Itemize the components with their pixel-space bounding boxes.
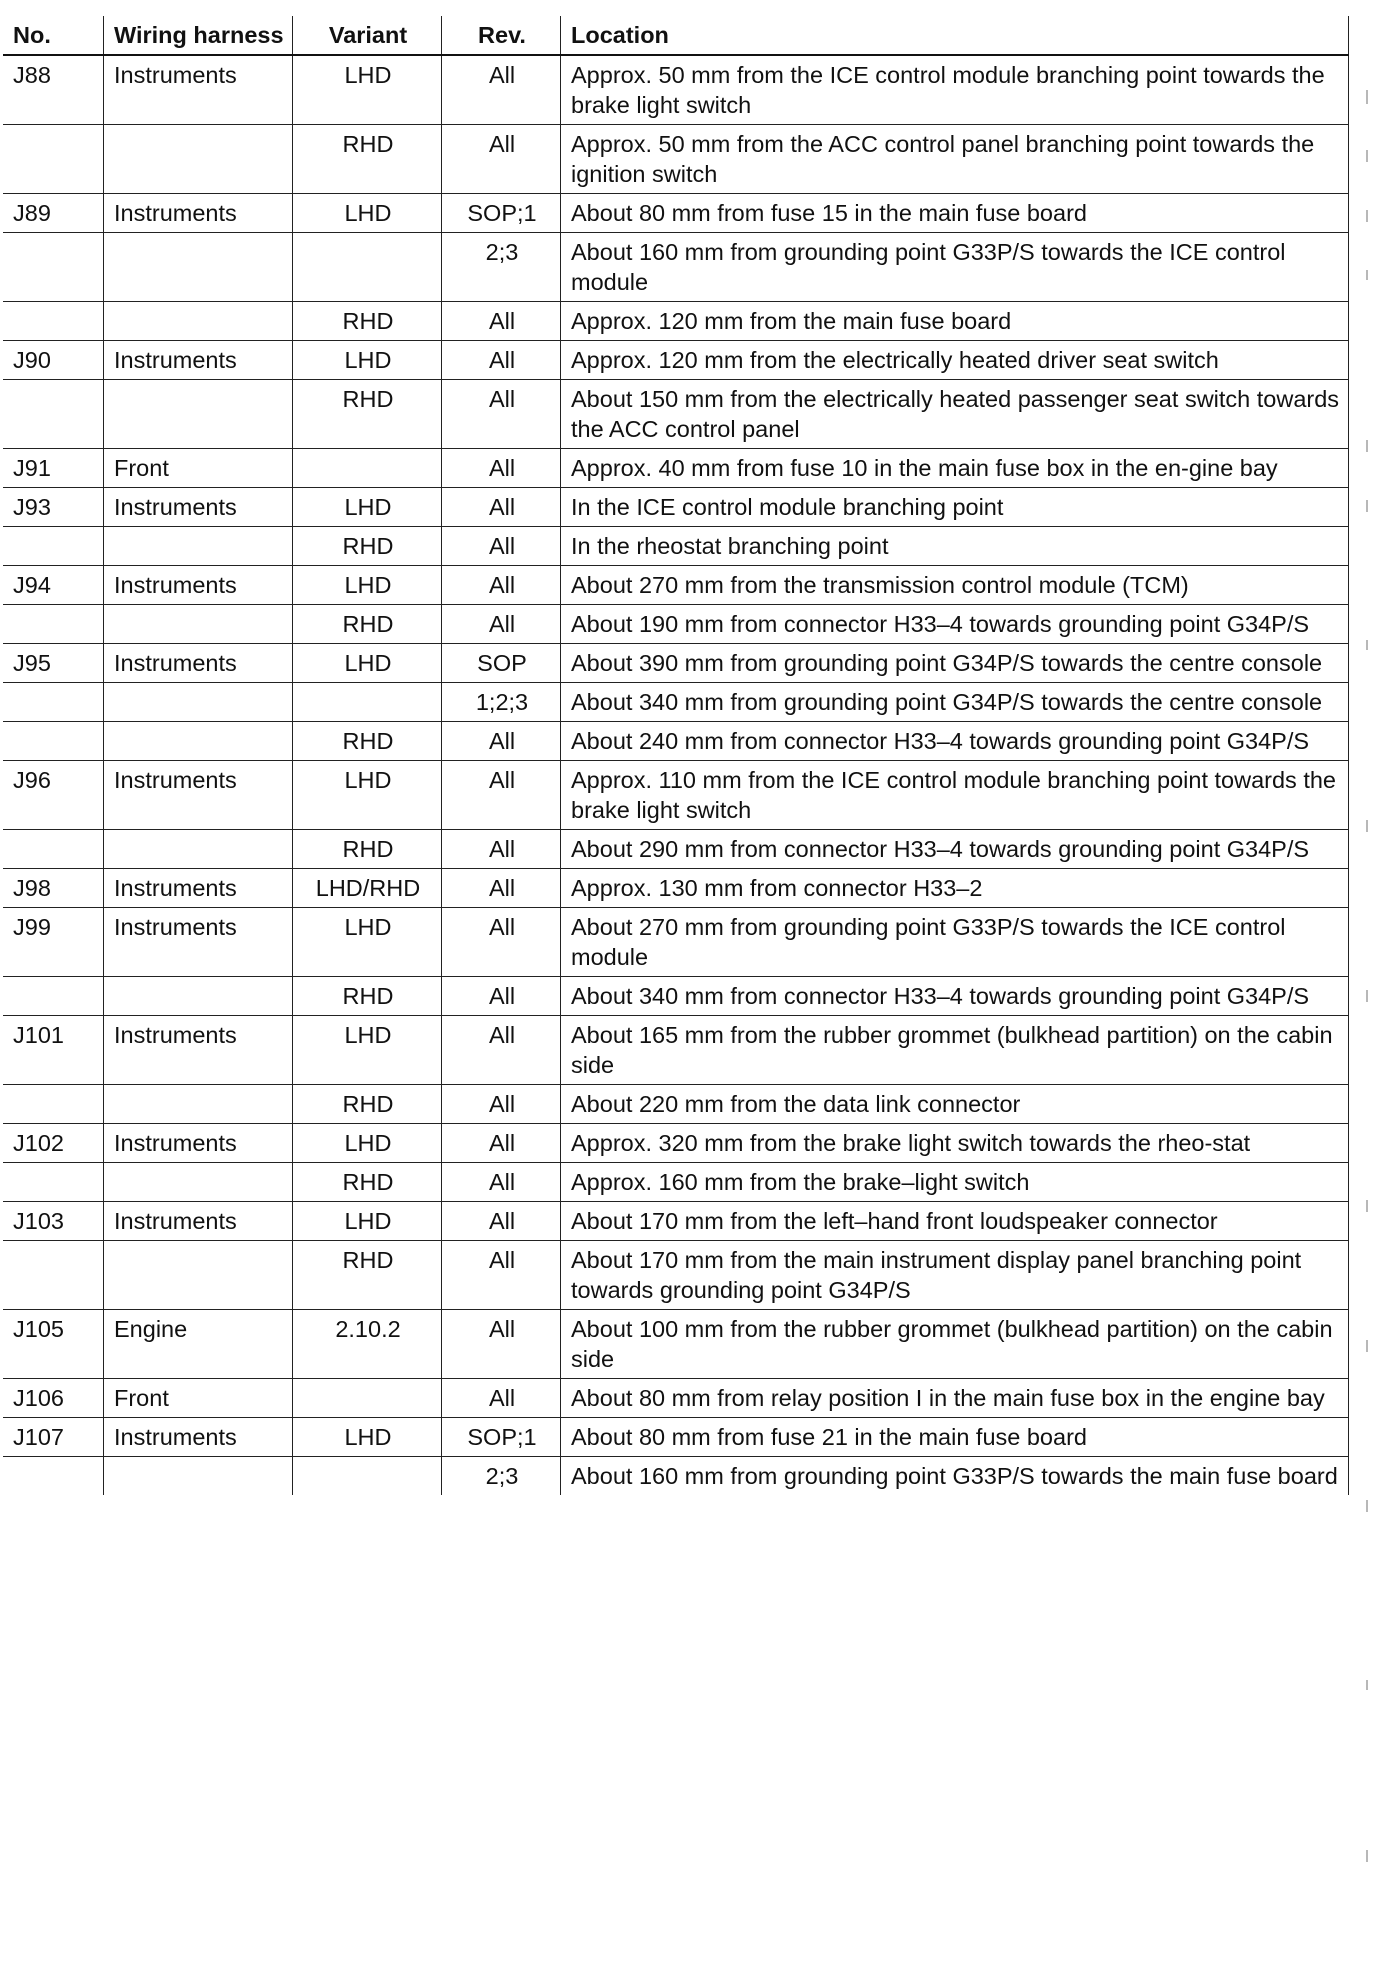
cell-no — [3, 380, 104, 449]
cell-rev: 2;3 — [442, 233, 561, 302]
table-row — [3, 55, 1349, 125]
cell-no: J98 — [3, 869, 104, 908]
header-wiring-harness: Wiring harness — [104, 16, 293, 55]
cell-rev: All — [442, 1085, 561, 1124]
cell-rev: All — [442, 55, 561, 125]
cell-location: About 290 mm from connector H33–4 towards grounding point G34P/S — [561, 830, 1349, 869]
cell-rev: SOP — [442, 644, 561, 683]
cell-location: About 270 mm from grounding point G33P/S towards the ICE control module — [561, 908, 1349, 977]
table-row — [3, 380, 1349, 449]
cell-location: In the rheostat branching point — [561, 527, 1349, 566]
table-row — [3, 1163, 1349, 1202]
cell-rev: All — [442, 908, 561, 977]
cell-variant — [293, 233, 442, 302]
table-row — [3, 908, 1349, 977]
cell-variant: LHD — [293, 1418, 442, 1457]
cell-wiring-harness: Instruments — [104, 1202, 293, 1241]
cell-location: In the ICE control module branching point — [561, 488, 1349, 527]
cell-variant: LHD — [293, 194, 442, 233]
cell-location: Approx. 160 mm from the brake–light switch — [561, 1163, 1349, 1202]
cell-wiring-harness: Instruments — [104, 566, 293, 605]
table-row — [3, 1202, 1349, 1241]
cell-location: About 170 mm from the main instrument display panel branching point towards grounding point G34P/S — [561, 1241, 1349, 1310]
cell-location: About 80 mm from fuse 15 in the main fuse board — [561, 194, 1349, 233]
cell-no — [3, 1457, 104, 1496]
cell-no: J88 — [3, 55, 104, 125]
cell-rev: All — [442, 1379, 561, 1418]
cell-no — [3, 1085, 104, 1124]
cell-rev: All — [442, 302, 561, 341]
cell-no: J99 — [3, 908, 104, 977]
cell-wiring-harness — [104, 1457, 293, 1496]
cell-variant — [293, 1379, 442, 1418]
cell-wiring-harness: Instruments — [104, 194, 293, 233]
header-location: Location — [561, 16, 1349, 55]
cell-wiring-harness: Instruments — [104, 55, 293, 125]
cell-location: About 270 mm from the transmission control module (TCM) — [561, 566, 1349, 605]
cell-variant: RHD — [293, 125, 442, 194]
cell-wiring-harness: Front — [104, 1379, 293, 1418]
cell-rev: All — [442, 1016, 561, 1085]
table-row — [3, 233, 1349, 302]
cell-rev: All — [442, 341, 561, 380]
table-row — [3, 566, 1349, 605]
cell-rev: All — [442, 977, 561, 1016]
cell-variant: LHD — [293, 488, 442, 527]
cell-no: J107 — [3, 1418, 104, 1457]
cell-variant: RHD — [293, 977, 442, 1016]
cell-wiring-harness — [104, 527, 293, 566]
cell-rev: All — [442, 380, 561, 449]
cell-variant: RHD — [293, 830, 442, 869]
cell-rev: All — [442, 566, 561, 605]
cell-variant: LHD — [293, 566, 442, 605]
table-row — [3, 722, 1349, 761]
cell-wiring-harness: Instruments — [104, 341, 293, 380]
cell-wiring-harness: Instruments — [104, 761, 293, 830]
cell-rev: SOP;1 — [442, 194, 561, 233]
cell-wiring-harness: Instruments — [104, 1016, 293, 1085]
cell-no: J96 — [3, 761, 104, 830]
page-edge-marks — [1364, 0, 1370, 1978]
cell-variant: RHD — [293, 380, 442, 449]
cell-rev: All — [442, 488, 561, 527]
cell-variant — [293, 1457, 442, 1496]
cell-wiring-harness: Instruments — [104, 488, 293, 527]
cell-variant: LHD — [293, 1016, 442, 1085]
cell-location: Approx. 120 mm from the main fuse board — [561, 302, 1349, 341]
cell-no: J93 — [3, 488, 104, 527]
cell-rev: All — [442, 1163, 561, 1202]
table-row — [3, 1016, 1349, 1085]
table-row — [3, 1310, 1349, 1379]
cell-variant: 2.10.2 — [293, 1310, 442, 1379]
cell-variant: LHD — [293, 644, 442, 683]
cell-no — [3, 977, 104, 1016]
cell-location: Approx. 120 mm from the electrically heated driver seat switch — [561, 341, 1349, 380]
cell-wiring-harness — [104, 302, 293, 341]
cell-wiring-harness — [104, 1163, 293, 1202]
cell-location: Approx. 320 mm from the brake light switch towards the rheo-stat — [561, 1124, 1349, 1163]
cell-variant: RHD — [293, 1163, 442, 1202]
table-row — [3, 1418, 1349, 1457]
cell-location: About 80 mm from relay position I in the main fuse box in the engine bay — [561, 1379, 1349, 1418]
cell-location: About 190 mm from connector H33–4 towards grounding point G34P/S — [561, 605, 1349, 644]
cell-rev: All — [442, 722, 561, 761]
cell-location: Approx. 130 mm from connector H33–2 — [561, 869, 1349, 908]
cell-rev: All — [442, 1202, 561, 1241]
cell-rev: All — [442, 1241, 561, 1310]
header-variant: Variant — [293, 16, 442, 55]
cell-variant: RHD — [293, 1085, 442, 1124]
cell-wiring-harness — [104, 380, 293, 449]
cell-location: About 80 mm from fuse 21 in the main fuse board — [561, 1418, 1349, 1457]
cell-variant: LHD — [293, 55, 442, 125]
cell-wiring-harness — [104, 977, 293, 1016]
table-row — [3, 302, 1349, 341]
cell-no — [3, 125, 104, 194]
table-row — [3, 869, 1349, 908]
cell-rev: 1;2;3 — [442, 683, 561, 722]
cell-rev: All — [442, 1124, 561, 1163]
header-rev: Rev. — [442, 16, 561, 55]
cell-location: Approx. 40 mm from fuse 10 in the main fuse box in the en-gine bay — [561, 449, 1349, 488]
cell-rev: All — [442, 830, 561, 869]
cell-location: About 240 mm from connector H33–4 towards grounding point G34P/S — [561, 722, 1349, 761]
cell-no — [3, 830, 104, 869]
cell-wiring-harness: Instruments — [104, 1418, 293, 1457]
table-row — [3, 449, 1349, 488]
cell-wiring-harness — [104, 233, 293, 302]
cell-wiring-harness — [104, 125, 293, 194]
table-row — [3, 341, 1349, 380]
cell-location: Approx. 50 mm from the ICE control module branching point towards the brake light switch — [561, 55, 1349, 125]
cell-no — [3, 302, 104, 341]
cell-wiring-harness: Instruments — [104, 908, 293, 977]
table-header-row — [3, 16, 1349, 55]
table-row — [3, 683, 1349, 722]
table-row — [3, 977, 1349, 1016]
cell-rev: All — [442, 449, 561, 488]
cell-rev: All — [442, 869, 561, 908]
cell-wiring-harness: Engine — [104, 1310, 293, 1379]
cell-location: About 340 mm from grounding point G34P/S towards the centre console — [561, 683, 1349, 722]
cell-rev: All — [442, 761, 561, 830]
cell-variant: LHD — [293, 341, 442, 380]
cell-variant: LHD — [293, 1124, 442, 1163]
cell-no — [3, 527, 104, 566]
cell-location: About 340 mm from connector H33–4 towards grounding point G34P/S — [561, 977, 1349, 1016]
cell-variant: LHD/RHD — [293, 869, 442, 908]
cell-location: About 220 mm from the data link connector — [561, 1085, 1349, 1124]
table-row — [3, 761, 1349, 830]
table-row — [3, 527, 1349, 566]
table-row — [3, 1085, 1349, 1124]
table-row — [3, 644, 1349, 683]
header-no: No. — [3, 16, 104, 55]
cell-rev: All — [442, 125, 561, 194]
cell-no — [3, 683, 104, 722]
cell-wiring-harness — [104, 605, 293, 644]
cell-wiring-harness — [104, 722, 293, 761]
cell-location: Approx. 110 mm from the ICE control module branching point towards the brake light switch — [561, 761, 1349, 830]
cell-no — [3, 233, 104, 302]
cell-no: J105 — [3, 1310, 104, 1379]
cell-no: J89 — [3, 194, 104, 233]
table-row — [3, 605, 1349, 644]
table-row — [3, 1457, 1349, 1496]
cell-variant: LHD — [293, 761, 442, 830]
cell-rev: SOP;1 — [442, 1418, 561, 1457]
cell-rev: All — [442, 1310, 561, 1379]
cell-wiring-harness — [104, 683, 293, 722]
cell-rev: All — [442, 605, 561, 644]
cell-no: J91 — [3, 449, 104, 488]
cell-no — [3, 722, 104, 761]
cell-no: J102 — [3, 1124, 104, 1163]
cell-wiring-harness — [104, 830, 293, 869]
table-row — [3, 1124, 1349, 1163]
cell-variant: LHD — [293, 908, 442, 977]
cell-no: J103 — [3, 1202, 104, 1241]
table-row — [3, 830, 1349, 869]
cell-variant: RHD — [293, 722, 442, 761]
cell-no: J90 — [3, 341, 104, 380]
cell-rev: 2;3 — [442, 1457, 561, 1496]
cell-variant: RHD — [293, 527, 442, 566]
cell-location: About 170 mm from the left–hand front loudspeaker connector — [561, 1202, 1349, 1241]
cell-location: Approx. 50 mm from the ACC control panel branching point towards the ignition switch — [561, 125, 1349, 194]
cell-location: About 150 mm from the electrically heated passenger seat switch towards the ACC control panel — [561, 380, 1349, 449]
cell-variant: LHD — [293, 1202, 442, 1241]
table-row — [3, 125, 1349, 194]
cell-wiring-harness — [104, 1241, 293, 1310]
cell-variant — [293, 683, 442, 722]
cell-rev: All — [442, 527, 561, 566]
cell-no — [3, 605, 104, 644]
table-body — [3, 55, 1349, 1495]
cell-no: J94 — [3, 566, 104, 605]
cell-location: About 390 mm from grounding point G34P/S towards the centre console — [561, 644, 1349, 683]
cell-no: J95 — [3, 644, 104, 683]
wiring-junction-table — [3, 16, 1349, 1495]
cell-variant — [293, 449, 442, 488]
cell-variant: RHD — [293, 605, 442, 644]
cell-location: About 160 mm from grounding point G33P/S towards the ICE control module — [561, 233, 1349, 302]
cell-variant: RHD — [293, 1241, 442, 1310]
cell-location: About 165 mm from the rubber grommet (bulkhead partition) on the cabin side — [561, 1016, 1349, 1085]
table-row — [3, 1379, 1349, 1418]
cell-location: About 160 mm from grounding point G33P/S towards the main fuse board — [561, 1457, 1349, 1496]
cell-no: J101 — [3, 1016, 104, 1085]
cell-location: About 100 mm from the rubber grommet (bulkhead partition) on the cabin side — [561, 1310, 1349, 1379]
cell-no — [3, 1163, 104, 1202]
cell-no: J106 — [3, 1379, 104, 1418]
cell-wiring-harness — [104, 1085, 293, 1124]
cell-wiring-harness: Instruments — [104, 869, 293, 908]
cell-wiring-harness: Front — [104, 449, 293, 488]
table-row — [3, 488, 1349, 527]
table-row — [3, 1241, 1349, 1310]
table-row — [3, 194, 1349, 233]
cell-no — [3, 1241, 104, 1310]
cell-wiring-harness: Instruments — [104, 644, 293, 683]
cell-variant: RHD — [293, 302, 442, 341]
cell-wiring-harness: Instruments — [104, 1124, 293, 1163]
